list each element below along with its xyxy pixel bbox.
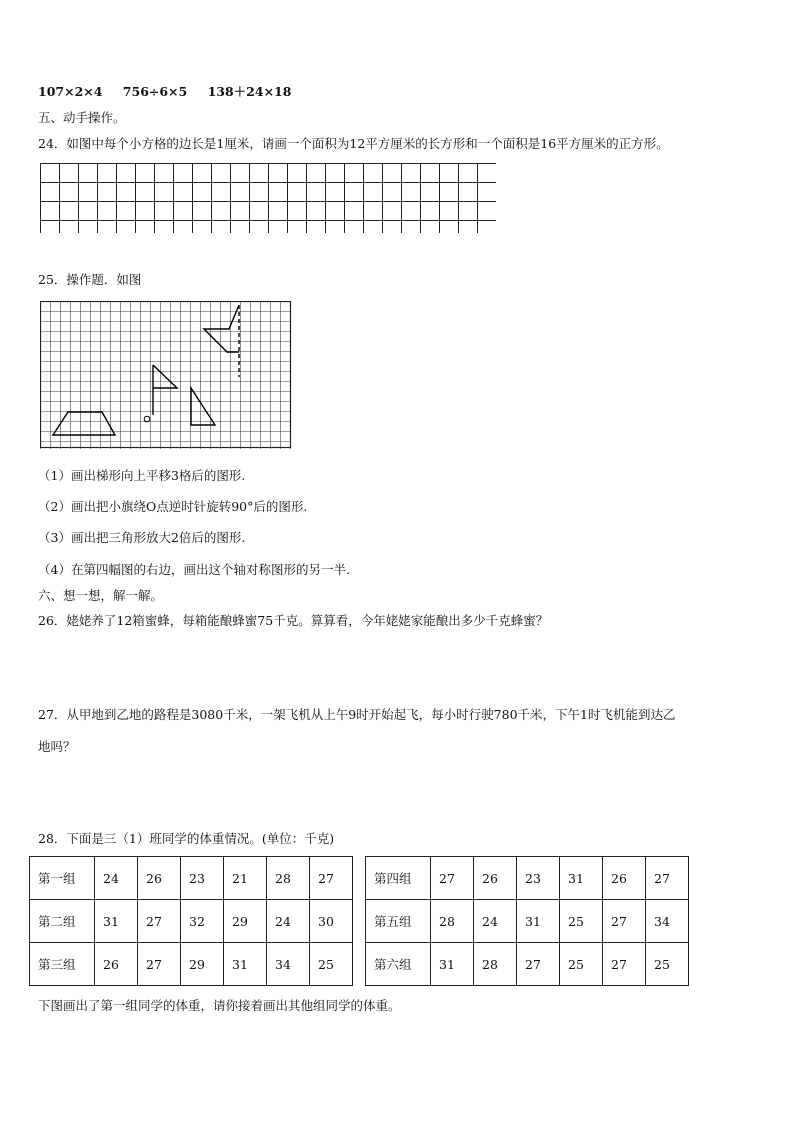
weight-cell: 31 — [560, 857, 603, 900]
group-label: 第一组 — [30, 857, 95, 900]
question-25-item-2: （2）画出把小旗绕O点逆时针旋转90°后的图形. — [38, 499, 308, 514]
weight-cell: 34 — [267, 943, 310, 986]
table-gap — [353, 900, 366, 943]
table-row — [30, 857, 689, 900]
weight-cell: 21 — [224, 857, 267, 900]
calc-line — [38, 84, 291, 100]
weight-cell: 29 — [181, 943, 224, 986]
calc-expr-3: 138＋24×18 — [207, 84, 292, 99]
weight-cell: 30 — [310, 900, 353, 943]
triangle-shape — [191, 388, 215, 425]
group-label: 第六组 — [366, 943, 431, 986]
weight-cell: 27 — [138, 943, 181, 986]
weight-cell: 28 — [474, 943, 517, 986]
table-row — [30, 943, 689, 986]
table-row — [30, 900, 689, 943]
weight-cell: 27 — [646, 857, 689, 900]
flag-shape — [153, 365, 177, 415]
group-label: 第四组 — [366, 857, 431, 900]
question-25-item-1: （1）画出梯形向上平移3格后的图形. — [38, 468, 246, 483]
half-symmetric-shape — [204, 305, 239, 352]
weight-cell: 25 — [310, 943, 353, 986]
weight-cell: 23 — [181, 857, 224, 900]
weight-cell: 24 — [95, 857, 138, 900]
weight-cell: 24 — [474, 900, 517, 943]
weight-cell: 31 — [224, 943, 267, 986]
calc-expr-1: 107×2×4 — [38, 84, 103, 99]
question-27-line-2: 地吗？ — [38, 739, 76, 754]
weight-cell: 27 — [517, 943, 560, 986]
weight-cell: 26 — [603, 857, 646, 900]
question-26: 26．姥姥养了12箱蜜蜂，每箱能酿蜂蜜75千克。算算看，今年姥姥家能酿出多少千克蜂蜜？ — [38, 613, 549, 628]
weight-cell: 25 — [646, 943, 689, 986]
question-28: 28．下面是三（1）班同学的体重情况。(单位：千克) — [38, 831, 335, 846]
weight-cell: 29 — [224, 900, 267, 943]
question-25-item-4: （4）在第四幅图的右边，画出这个轴对称图形的另一半. — [38, 562, 350, 577]
weight-cell: 32 — [181, 900, 224, 943]
weight-cell: 27 — [603, 943, 646, 986]
weight-cell: 26 — [474, 857, 517, 900]
group-label: 第三组 — [30, 943, 95, 986]
weight-cell: 23 — [517, 857, 560, 900]
group-label: 第五组 — [366, 900, 431, 943]
weight-cell: 31 — [517, 900, 560, 943]
weight-cell: 24 — [267, 900, 310, 943]
weight-cell: 27 — [138, 900, 181, 943]
weight-table — [29, 856, 689, 986]
question-28-note: 下图画出了第一组同学的体重，请你接着画出其他组同学的体重。 — [38, 998, 401, 1013]
table-gap — [353, 857, 366, 900]
section6-title: 六、想一想，解一解。 — [38, 588, 164, 603]
question-25-title: 25．操作题．如图 — [38, 272, 142, 287]
question-24: 24．如图中每个小方格的边长是1厘米，请画一个面积为12平方厘米的长方形和一个面积是16平方厘米的正方形。 — [38, 136, 669, 151]
weight-cell: 31 — [431, 943, 474, 986]
square-grid-25 — [40, 301, 292, 449]
weight-cell: 25 — [560, 943, 603, 986]
weight-cell: 27 — [431, 857, 474, 900]
weight-cell: 28 — [267, 857, 310, 900]
calc-expr-2: 756÷6×5 — [122, 84, 188, 99]
square-grid-24 — [40, 163, 496, 233]
weight-cell: 31 — [95, 900, 138, 943]
weight-cell: 27 — [310, 857, 353, 900]
section5-title: 五、动手操作。 — [38, 110, 126, 125]
point-o-marker — [144, 416, 150, 422]
weight-cell: 28 — [431, 900, 474, 943]
question-25-item-3: （3）画出把三角形放大2倍后的图形. — [38, 530, 246, 545]
point-o-label: O — [144, 425, 145, 426]
weight-cell: 26 — [138, 857, 181, 900]
weight-cell: 27 — [603, 900, 646, 943]
weight-cell: 34 — [646, 900, 689, 943]
weight-cell: 26 — [95, 943, 138, 986]
group-label: 第二组 — [30, 900, 95, 943]
question-27-line-1: 27．从甲地到乙地的路程是3080千米，一架飞机从上午9时开始起飞，每小时行驶780千米，下午1时飞机能到达乙 — [38, 707, 676, 722]
table-gap — [353, 943, 366, 986]
weight-cell: 25 — [560, 900, 603, 943]
